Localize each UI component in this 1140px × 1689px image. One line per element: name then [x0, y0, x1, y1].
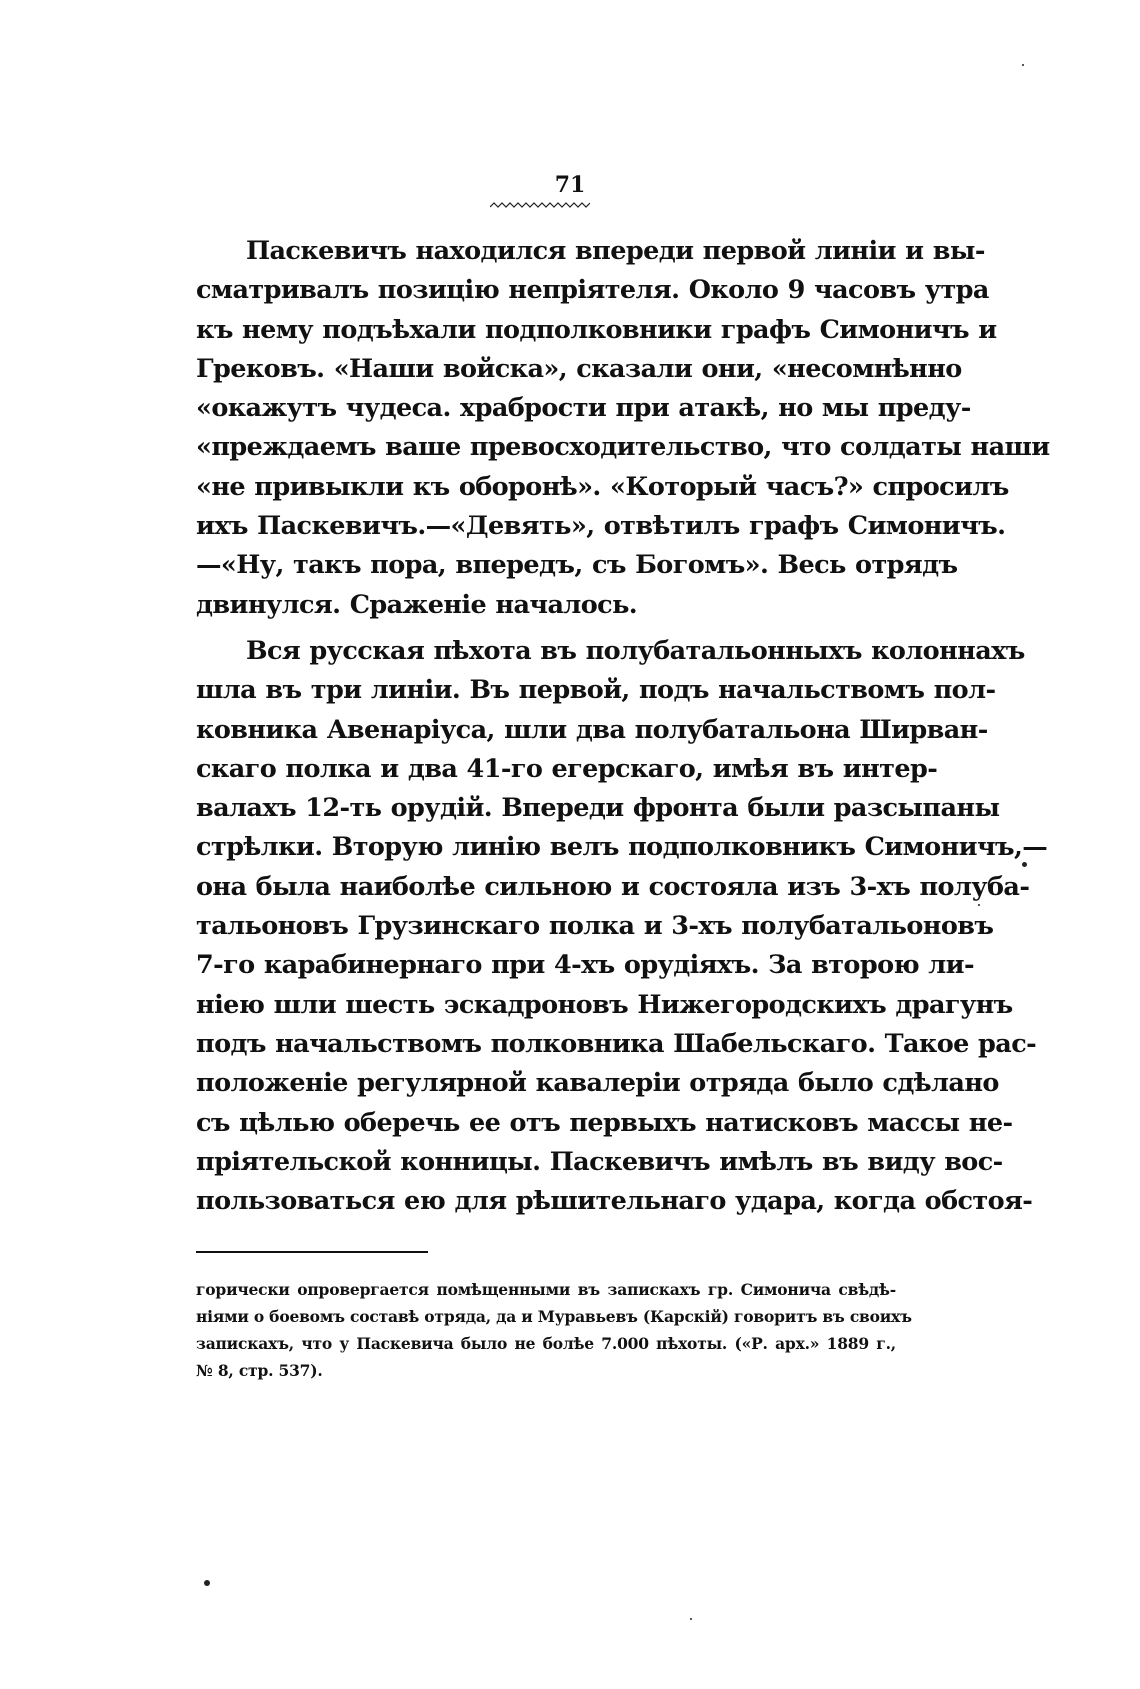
- text-line: —«Ну, такъ пора, впередъ, съ Богомъ». Весь отрядъ: [196, 550, 958, 581]
- footnote-line: горически опровергается помѣщенными въ запискахъ гр. Симонича свѣдѣ-: [196, 1280, 896, 1299]
- footnote-line: № 8, стр. 537).: [196, 1361, 323, 1380]
- paragraph-gap: [196, 625, 896, 632]
- paragraph: [196, 232, 1050, 625]
- scan-speck: [1022, 64, 1024, 66]
- text-line: подъ начальствомъ полковника Шабельскаго. Такое рас-: [196, 1028, 1037, 1059]
- paragraph: [196, 632, 1048, 1221]
- footnote: [196, 1276, 912, 1384]
- text-line: съ цѣлью оберечь ее отъ первыхъ натисковъ массы не-: [196, 1107, 1013, 1138]
- text-line: тальоновъ Грузинскаго полка и 3-хъ полубатальоновъ: [196, 911, 994, 942]
- text-line: ихъ Паскевичъ.—«Девять», отвѣтилъ графъ Симоничъ.: [196, 511, 1006, 542]
- text-line: пользоваться ею для рѣшительнаго удара, когда обстоя-: [196, 1186, 1033, 1217]
- footnote-line: запискахъ, что у Паскевича было не болѣе 7.000 пѣхоты. («Р. арх.» 1889 г.,: [196, 1334, 896, 1353]
- scan-speck: [204, 1580, 210, 1586]
- text-line: Паскевичъ находился впереди первой линіи и вы-: [246, 236, 985, 266]
- scan-speck: [1022, 862, 1027, 867]
- text-line: Грековъ. «Наши войска», сказали они, «несомнѣнно: [196, 353, 962, 384]
- text-line: Вся русская пѣхота въ полубатальонныхъ колоннахъ: [246, 635, 1025, 666]
- text-line: пріятельской конницы. Паскевичъ имѣлъ въ виду вос-: [196, 1146, 1003, 1177]
- text-line: скаго полка и два 41-го егерскаго, имѣя въ интер-: [196, 753, 938, 784]
- page-number-ornament: [490, 200, 590, 210]
- text-line: стрѣлки. Вторую линію велъ подполковникъ Симоничъ,—: [196, 832, 1048, 863]
- footnote-divider: [196, 1251, 428, 1253]
- text-line: она была наиболѣе сильною и состояла изъ 3-хъ полуба-: [196, 871, 1030, 902]
- page-number: 71: [554, 172, 586, 198]
- text-line: къ нему подъѣхали подполковники графъ Симоничъ и: [196, 314, 997, 345]
- text-line: «не привыкли къ оборонѣ». «Который часъ?» спросилъ: [196, 471, 1009, 502]
- text-line: валахъ 12-ть орудій. Впереди фронта были разсыпаны: [196, 793, 1000, 824]
- text-line: сматривалъ позицію непріятеля. Около 9 часовъ утра: [196, 275, 989, 306]
- text-line: шла въ три линіи. Въ первой, подъ начальствомъ пол-: [196, 675, 996, 706]
- scan-speck: [978, 904, 980, 906]
- footnote-line: ніями о боевомъ составѣ отряда, да и Муравьевъ (Карскій) говоритъ въ своихъ: [196, 1307, 912, 1326]
- text-line: ковника Авенаріуса, шли два полубатальона Ширван-: [196, 714, 988, 745]
- scan-speck: [690, 1618, 692, 1620]
- text-line: 7-го карабинернаго при 4-хъ орудіяхъ. За второю ли-: [196, 950, 974, 981]
- text-line: двинулся. Сраженіе началось.: [196, 589, 638, 620]
- text-line: ніею шли шесть эскадроновъ Нижегородскихъ драгунъ: [196, 989, 1013, 1020]
- text-line: положеніе регулярной кавалеріи отряда было сдѣлано: [196, 1068, 999, 1099]
- text-line: «окажутъ чудеса. храбрости при атакѣ, но мы преду-: [196, 393, 971, 424]
- body-text: [196, 232, 1050, 1221]
- text-line: «преждаемъ ваше превосходительство, что солдаты наши: [196, 432, 1050, 463]
